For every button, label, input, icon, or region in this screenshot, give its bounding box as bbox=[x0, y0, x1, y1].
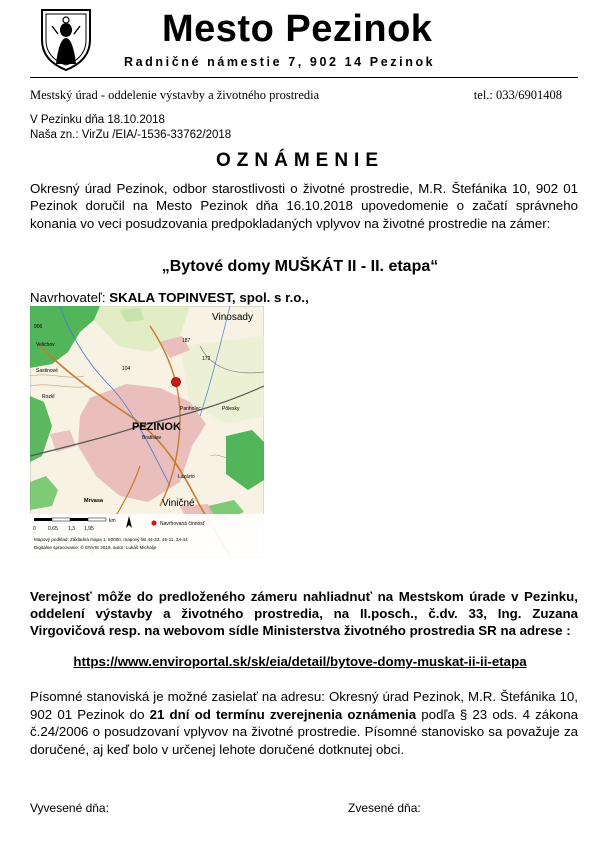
map-label-panholec: Panholec bbox=[180, 406, 201, 412]
map-label-rozkl: Rozkl bbox=[42, 394, 55, 400]
map-label-velichov: Velichov bbox=[36, 342, 55, 348]
legend-marker-icon bbox=[151, 520, 156, 525]
enviroportal-link[interactable]: https://www.enviroportal.sk/sk/eia/detail/bytove-domy-muskat-ii-ii-etapa bbox=[73, 654, 527, 669]
map-label-vinicne: Viničné bbox=[162, 498, 195, 509]
scale-tick-0: 0 bbox=[33, 526, 36, 532]
project-title: „Bytové domy MUŠKÁT II - II. etapa“ bbox=[161, 258, 439, 275]
city-address: Radničné námestie 7, 902 14 Pezinok bbox=[124, 55, 436, 69]
statements-text-after: podľa § 23 ods. 4 zákona č.24/2006 o posudzovaní vplyvov na životné prostredie. Písomné stanovisko sa považuje za doručené, aj keď bolo v určenej lehote doručené dotknutej obci. bbox=[30, 706, 578, 757]
scale-tick-1: 0,65 bbox=[48, 526, 58, 532]
map-credit-line-1: Mapový podklad: Základná mapa 1: 50000, mapový list 44-22, 45-11, 34-44 bbox=[34, 537, 188, 542]
scale-tick-3: 1,95 bbox=[84, 526, 94, 532]
statements-paragraph bbox=[30, 688, 578, 758]
map-label-pezinok-sub: Bratislav bbox=[142, 435, 162, 441]
map-label-104: 104 bbox=[122, 366, 131, 372]
intro-paragraph: Okresný úrad Pezinok, odbor starostlivosti o životné prostredie, M.R. Štefánika 10, 902 01 Pezinok doručil na Mesto Pezinok dňa 16.10.2018 upovedomenie o začatí správneho konania vo veci posudzovania predpokladaných vplyvov na životné prostredie na zámer: bbox=[30, 181, 578, 231]
legend-label: Navrhovaná činnosť bbox=[160, 521, 205, 527]
proposer-line bbox=[30, 290, 309, 305]
map-label-187: 187 bbox=[182, 338, 191, 344]
posted-date-label: Vyvesené dňa: bbox=[30, 801, 109, 815]
removed-date-label: Zvesené dňa: bbox=[348, 801, 421, 815]
map-label-mrva: Mrvasa bbox=[84, 498, 103, 504]
public-access-paragraph: Verejnosť môže do predloženého zámeru nahliadnuť na Mestskom úrade v Pezinku, oddelení výstavby a životného prostredia, na II.posch., č.dv. 33, Ing. Zuzana Virgovičová resp. na webovom sídle Ministerstva životného prostredia SR na adrese : bbox=[30, 589, 578, 638]
city-name-title: Mesto Pezinok bbox=[162, 8, 433, 50]
scale-unit: km bbox=[109, 518, 116, 524]
statements-deadline: 21 dní od termínu zverejnenia oznámenia bbox=[149, 706, 417, 722]
office-phone: tel.: 033/6901408 bbox=[473, 88, 562, 102]
proposer-name: SKALA TOPINVEST, spol. s r.o., bbox=[109, 290, 309, 305]
location-map bbox=[30, 306, 264, 558]
map-label-906: 906 bbox=[34, 324, 43, 330]
map-label-polesky: Pôlesky bbox=[222, 406, 240, 412]
map-label-sastin: Sastinové bbox=[36, 368, 58, 374]
map-label-lazarto: Lazárto bbox=[178, 474, 195, 480]
scale-tick-2: 1,3 bbox=[68, 526, 75, 532]
map-label-pezinok: PEZINOK bbox=[132, 421, 181, 433]
place-and-date: V Pezinku dňa 18.10.2018 bbox=[30, 114, 165, 126]
map-credit-line-2: Digitálne spracovanie: © ENVIS 2018, autor: Lukáš Michalje bbox=[34, 545, 157, 550]
project-site-marker bbox=[172, 378, 181, 387]
notice-heading: OZNÁMENIE bbox=[216, 150, 384, 171]
map-label-vinosady: Vinosady bbox=[212, 312, 253, 323]
map-label-172: 172 bbox=[202, 356, 211, 362]
header-divider bbox=[30, 77, 578, 78]
reference-number: Naša zn.: VirZu /EIA/-1536-33762/2018 bbox=[30, 129, 232, 141]
office-department: Mestský úrad - oddelenie výstavby a životného prostredia bbox=[30, 88, 320, 102]
city-crest-icon bbox=[38, 6, 94, 72]
proposer-label: Navrhovateľ: bbox=[30, 290, 106, 305]
statements-text-before: Písomné stanoviská je možné zasielať na adresu: Okresný úrad Pezinok, M.R. Štefánika 10, 902 01 Pezinok do bbox=[30, 689, 578, 722]
